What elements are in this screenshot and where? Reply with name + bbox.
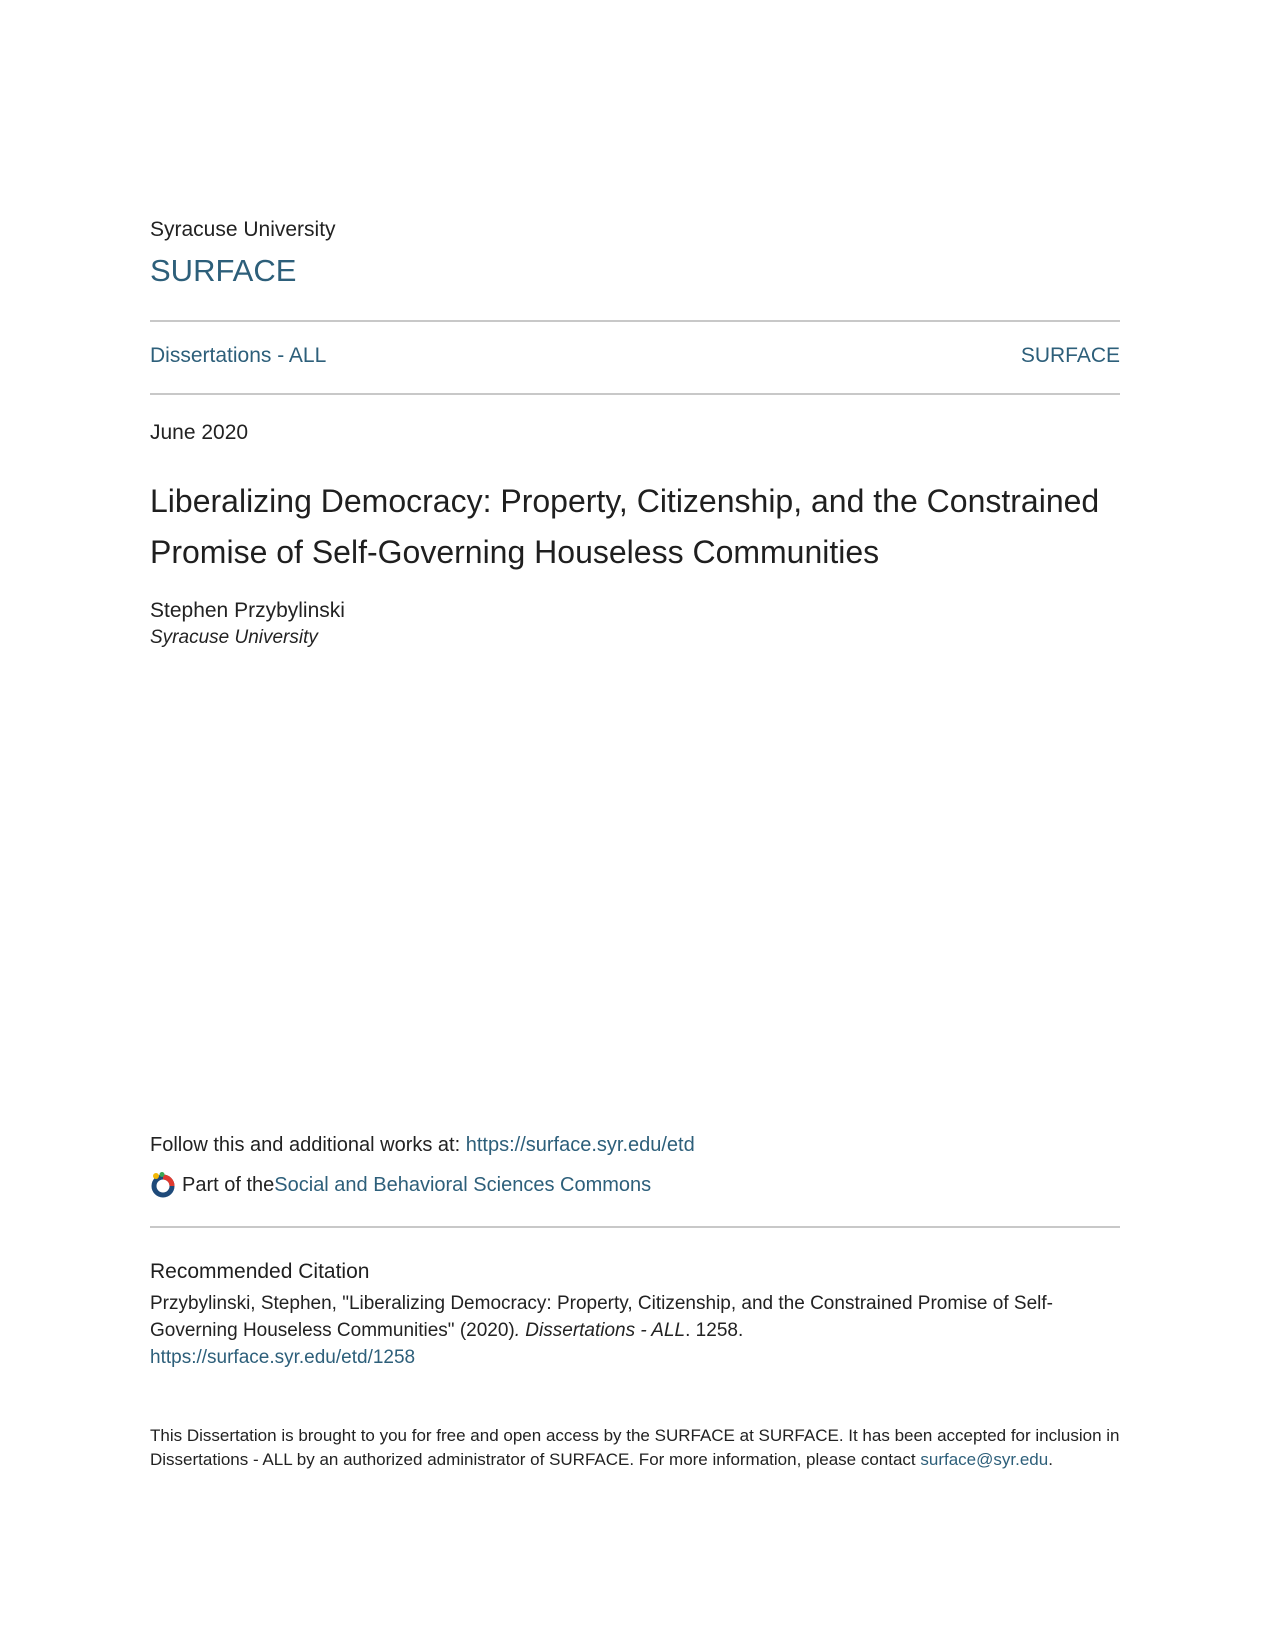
citation-series: . Dissertations - ALL <box>514 1320 686 1341</box>
collection-link[interactable]: Dissertations - ALL <box>150 344 327 367</box>
partof-line <box>150 1172 651 1198</box>
document-title: Liberalizing Democracy: Property, Citizenship, and the Constrained Promise of Self-Governing Houseless Communities <box>150 483 1100 570</box>
divider-nav <box>150 393 1120 395</box>
follow-url-link[interactable]: https://surface.syr.edu/etd <box>465 1134 695 1156</box>
citation-text: Przybylinski, Stephen, "Liberalizing Democracy: Property, Citizenship, and the Constrained Promise of Self-Governing Houseless Communities" (2020) <box>150 1293 1053 1341</box>
repository-logo-link[interactable]: SURFACE <box>150 253 297 288</box>
citation-number: . 1258. <box>685 1320 744 1341</box>
citation-body <box>150 1290 1120 1371</box>
publication-date: June 2020 <box>150 421 249 444</box>
divider-citation <box>150 1226 1120 1228</box>
citation-heading: Recommended Citation <box>150 1260 370 1283</box>
contact-email-link[interactable]: surface@syr.edu <box>920 1450 1049 1469</box>
author-affiliation: Syracuse University <box>150 627 318 648</box>
commons-link[interactable]: Social and Behavioral Sciences Commons <box>274 1173 652 1196</box>
divider-top <box>150 320 1120 322</box>
follow-line <box>150 1134 695 1157</box>
bepress-commons-icon <box>150 1172 176 1198</box>
access-text: This Dissertation is brought to you for free and open access by the SURFACE at SURFACE. It has been accepted for inclusion in Dissertations - ALL by an authorized administrator of SURFACE. For more information, please contact <box>150 1426 1120 1469</box>
follow-label: Follow this and additional works at: <box>150 1134 466 1156</box>
cover-page <box>150 0 1120 1650</box>
partof-label: Part of the <box>182 1173 275 1196</box>
access-end: . <box>1048 1450 1053 1469</box>
access-statement <box>150 1424 1120 1472</box>
repository-link[interactable]: SURFACE <box>1020 344 1120 367</box>
author-name: Stephen Przybylinski <box>150 599 345 622</box>
citation-url-link[interactable]: https://surface.syr.edu/etd/1258 <box>150 1347 416 1368</box>
institution-name: Syracuse University <box>150 218 336 241</box>
